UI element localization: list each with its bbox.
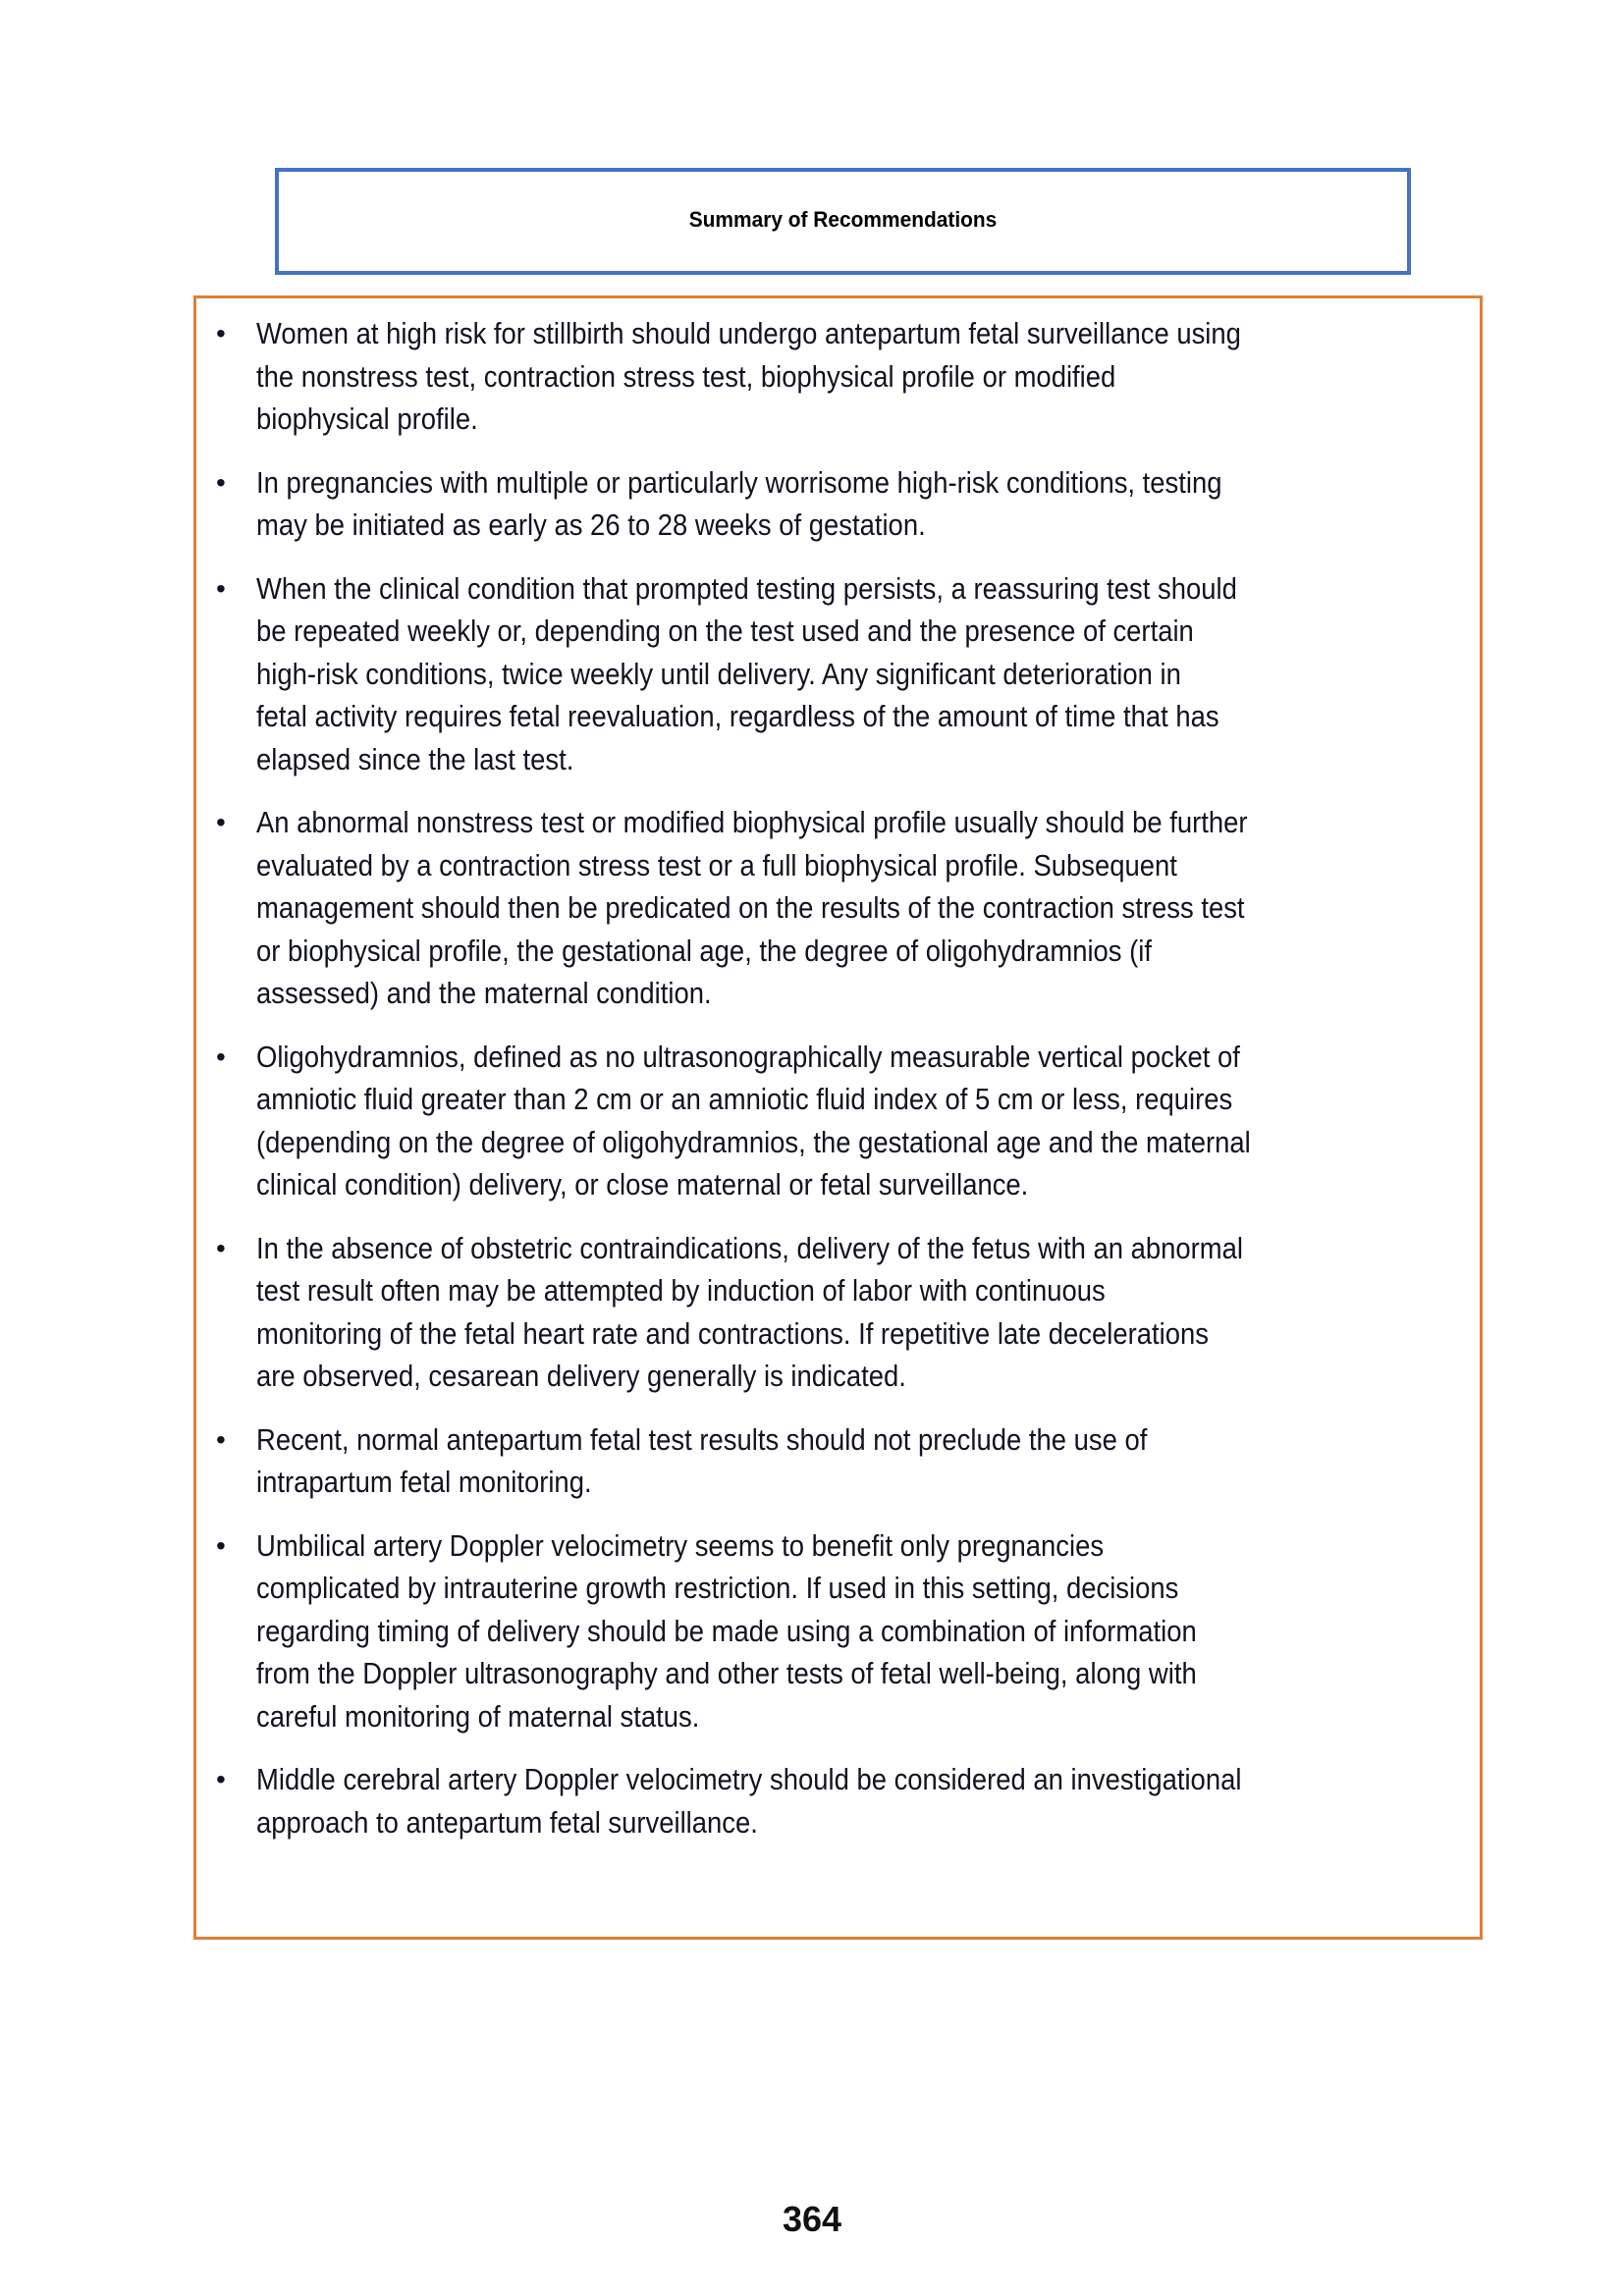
recommendation-line: test result often may be attempted by induction of labor with continuous [256,1273,1106,1308]
bullet-icon: • [216,466,226,498]
recommendation-line: monitoring of the fetal heart rate and contractions. If repetitive late decelerations [256,1315,1209,1351]
bullet-icon: • [216,1423,226,1455]
recommendations-box [193,295,1483,1940]
recommendation-line: clinical condition) delivery, or close maternal or fetal surveillance. [256,1167,1029,1201]
recommendation-line: (depending on the degree of oligohydramnios, the gestational age and the maternal [256,1124,1251,1159]
recommendation-line: When the clinical condition that prompted testing persists, a reassuring test should [256,570,1237,606]
recommendation-item [196,1227,1480,1398]
recommendation-line: assessed) and the maternal condition. [256,976,712,1010]
bullet-icon: • [216,1232,226,1263]
recommendation-line: management should then be predicated on the results of the contraction stress test [256,890,1245,925]
bullet-icon: • [216,1529,226,1561]
recommendation-line: the nonstress test, contraction stress test, biophysical profile or modified [256,358,1116,394]
recommendation-item [196,1524,1480,1738]
recommendation-line: from the Doppler ultrasonography and other tests of fetal well-being, along with [256,1656,1197,1690]
recommendation-line: complicated by intrauterine growth restriction. If used in this setting, decisions [256,1571,1179,1605]
recommendation-line: approach to antepartum fetal surveillance. [256,1804,758,1840]
page-number: 364 [782,2199,842,2239]
recommendation-item [196,312,1480,441]
recommendation-line: elapsed since the last test. [256,741,574,776]
summary-title: Summary of Recommendations [688,207,998,232]
bullet-icon: • [216,1041,226,1072]
recommendation-line: Umbilical artery Doppler velocimetry seems to benefit only pregnancies [256,1527,1105,1563]
recommendation-item [196,1758,1480,1843]
recommendation-line: may be initiated as early as 26 to 28 weeks of gestation. [256,507,926,542]
bullet-icon: • [216,572,226,604]
recommendation-line: amniotic fluid greater than 2 cm or an amniotic fluid index of 5 cm or less, requires [256,1082,1233,1116]
recommendation-line: In the absence of obstetric contraindications, delivery of the fetus with an abnormal [256,1230,1244,1265]
recommendation-line: In pregnancies with multiple or particularly worrisome high-risk conditions, testing [256,464,1222,500]
recommendation-line: Women at high risk for stillbirth should undergo antepartum fetal surveillance using [256,316,1241,350]
recommendation-line: high-risk conditions, twice weekly until delivery. Any significant deterioration in [256,656,1181,691]
recommendation-line: evaluated by a contraction stress test or a full biophysical profile. Subsequent [256,847,1177,882]
recommendation-line: Middle cerebral artery Doppler velocimetry should be considered an investigational [256,1762,1242,1796]
recommendation-line: careful monitoring of maternal status. [256,1698,700,1734]
recommendation-item [196,801,1480,1015]
recommendation-line: Recent, normal antepartum fetal test results should not preclude the use of [256,1421,1148,1457]
recommendation-item [196,1036,1480,1206]
recommendation-item [196,461,1480,547]
recommendation-item [196,567,1480,781]
bullet-icon: • [216,1764,226,1794]
recommendation-line: Oligohydramnios, defined as no ultrasonographically measurable vertical pocket of [256,1039,1240,1074]
recommendation-item [196,1418,1480,1504]
recommendation-line: regarding timing of delivery should be made using a combination of information [256,1613,1197,1648]
recommendation-line: intrapartum fetal monitoring. [256,1465,592,1499]
recommendation-line: fetal activity requires fetal reevaluation, regardless of the amount of time that has [256,699,1219,733]
recommendation-line: be repeated weekly or, depending on the test used and the presence of certain [256,614,1194,648]
recommendation-line: biophysical profile. [256,401,478,436]
summary-title-box [275,168,1411,275]
recommendations-list [196,312,1480,1864]
bullet-icon: • [216,807,226,837]
bullet-icon: • [216,318,226,348]
recommendation-line: are observed, cesarean delivery generally is indicated. [256,1359,906,1393]
recommendation-line: or biophysical profile, the gestational age, the degree of oligohydramnios (if [256,933,1153,968]
recommendation-line: An abnormal nonstress test or modified biophysical profile usually should be further [256,805,1248,839]
